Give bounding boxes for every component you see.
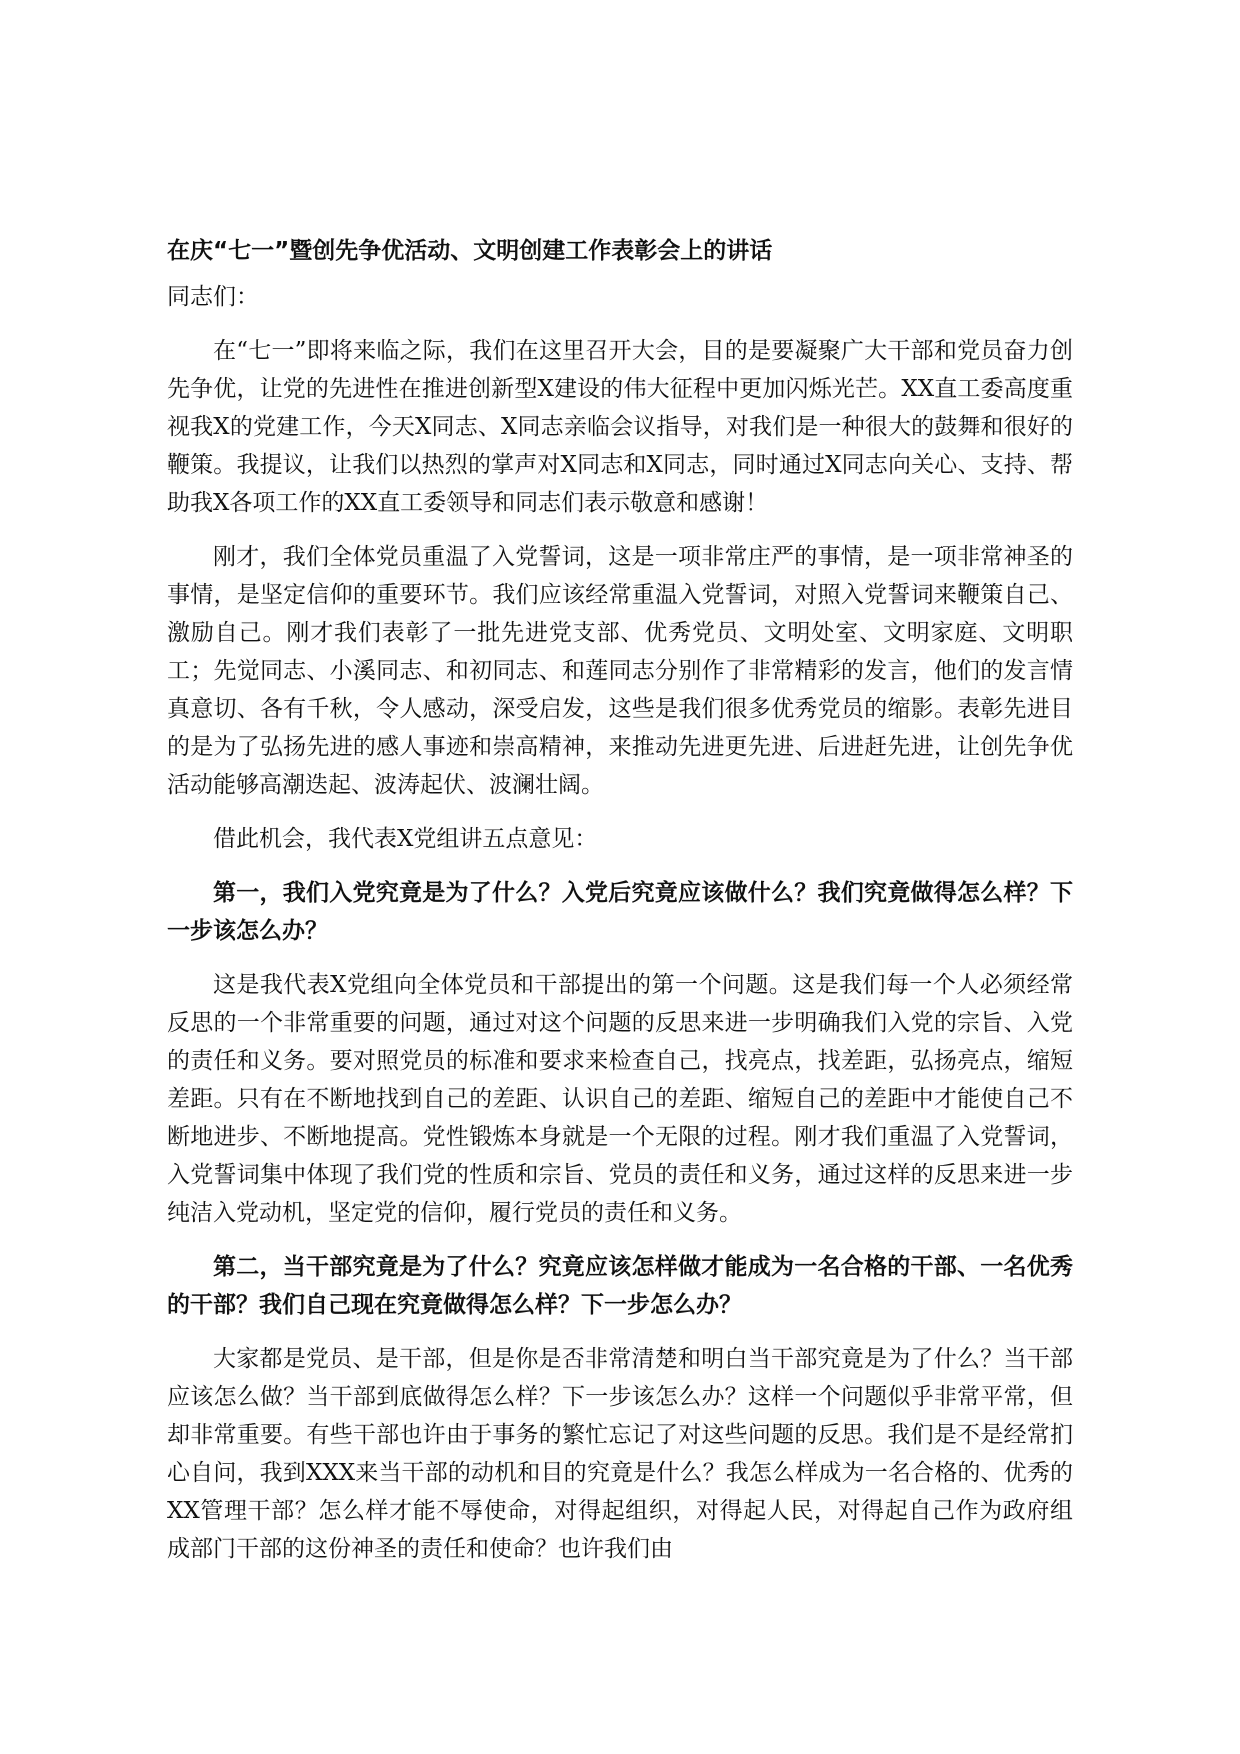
section-heading-second: 第二，当干部究竟是为了什么？究竟应该怎样做才能成为一名合格的干部、一名优秀的干部？我们自己现在究竟做得怎么样？下一步怎么办？ — [167, 1254, 1073, 1318]
salutation: 同志们： — [167, 284, 259, 310]
paragraph-intro-points: 借此机会，我代表X党组讲五点意见： — [213, 826, 598, 852]
document-page — [167, 232, 1073, 1584]
paragraph-second-point: 大家都是党员、是干部，但是你是否非常清楚和明白当干部究竟是为了什么？当干部应该怎么做？当干部到底做得怎么样？下一步该怎么办？这样一个问题似乎非常平常，但却非常重要。有些干部也许由于事务的繁忙忘记了对这些问题的反思。我们是不是经常扪心自问，我到XXX来当干部的动机和目的究竟是什么？我怎么样成为一名合格的、优秀的XX管理干部？怎么样才能不辱使命，对得起组织，对得起人民，对得起自己作为政府组成部门干部的这份神圣的责任和使命？也许我们由 — [167, 1346, 1073, 1562]
paragraph-opening: 在“七一”即将来临之际，我们在这里召开大会，目的是要凝聚广大干部和党员奋力创先争优，让党的先进性在推进创新型X建设的伟大征程中更加闪烁光芒。XX直工委高度重视我X的党建工作，今天X同志、X同志亲临会议指导，对我们是一种很大的鼓舞和很好的鞭策。我提议，让我们以热烈的掌声对X同志和X同志，同时通过X同志向关心、支持、帮助我X各项工作的XX直工委领导和同志们表示敬意和感谢！ — [167, 338, 1073, 516]
paragraph-first-point: 这是我代表X党组向全体党员和干部提出的第一个问题。这是我们每一个人必须经常反思的一个非常重要的问题，通过对这个问题的反思来进一步明确我们入党的宗旨、入党的责任和义务。要对照党员的标准和要求来检查自己，找亮点，找差距，弘扬亮点，缩短差距。只有在不断地找到自己的差距、认识自己的差距、缩短自己的差距中才能使自己不断地进步、不断地提高。党性锻炼本身就是一个无限的过程。刚才我们重温了入党誓词，入党誓词集中体现了我们党的性质和宗旨、党员的责任和义务，通过这样的反思来进一步纯洁入党动机，坚定党的信仰，履行党员的责任和义务。 — [167, 972, 1073, 1226]
section-heading-first: 第一，我们入党究竟是为了什么？入党后究竟应该做什么？我们究竟做得怎么样？下一步该怎么办？ — [167, 880, 1073, 944]
document-title: 在庆“七一”暨创先争优活动、文明创建工作表彰会上的讲话 — [167, 238, 773, 264]
paragraph-review: 刚才，我们全体党员重温了入党誓词，这是一项非常庄严的事情，是一项非常神圣的事情，是坚定信仰的重要环节。我们应该经常重温入党誓词，对照入党誓词来鞭策自己、激励自己。刚才我们表彰了一批先进党支部、优秀党员、文明处室、文明家庭、文明职工；先觉同志、小溪同志、和初同志、和莲同志分别作了非常精彩的发言，他们的发言情真意切、各有千秋，令人感动，深受启发，这些是我们很多优秀党员的缩影。表彰先进目的是为了弘扬先进的感人事迹和崇高精神，来推动先进更先进、后进赶先进，让创先争优活动能够高潮迭起、波涛起伏、波澜壮阔。 — [167, 544, 1073, 798]
